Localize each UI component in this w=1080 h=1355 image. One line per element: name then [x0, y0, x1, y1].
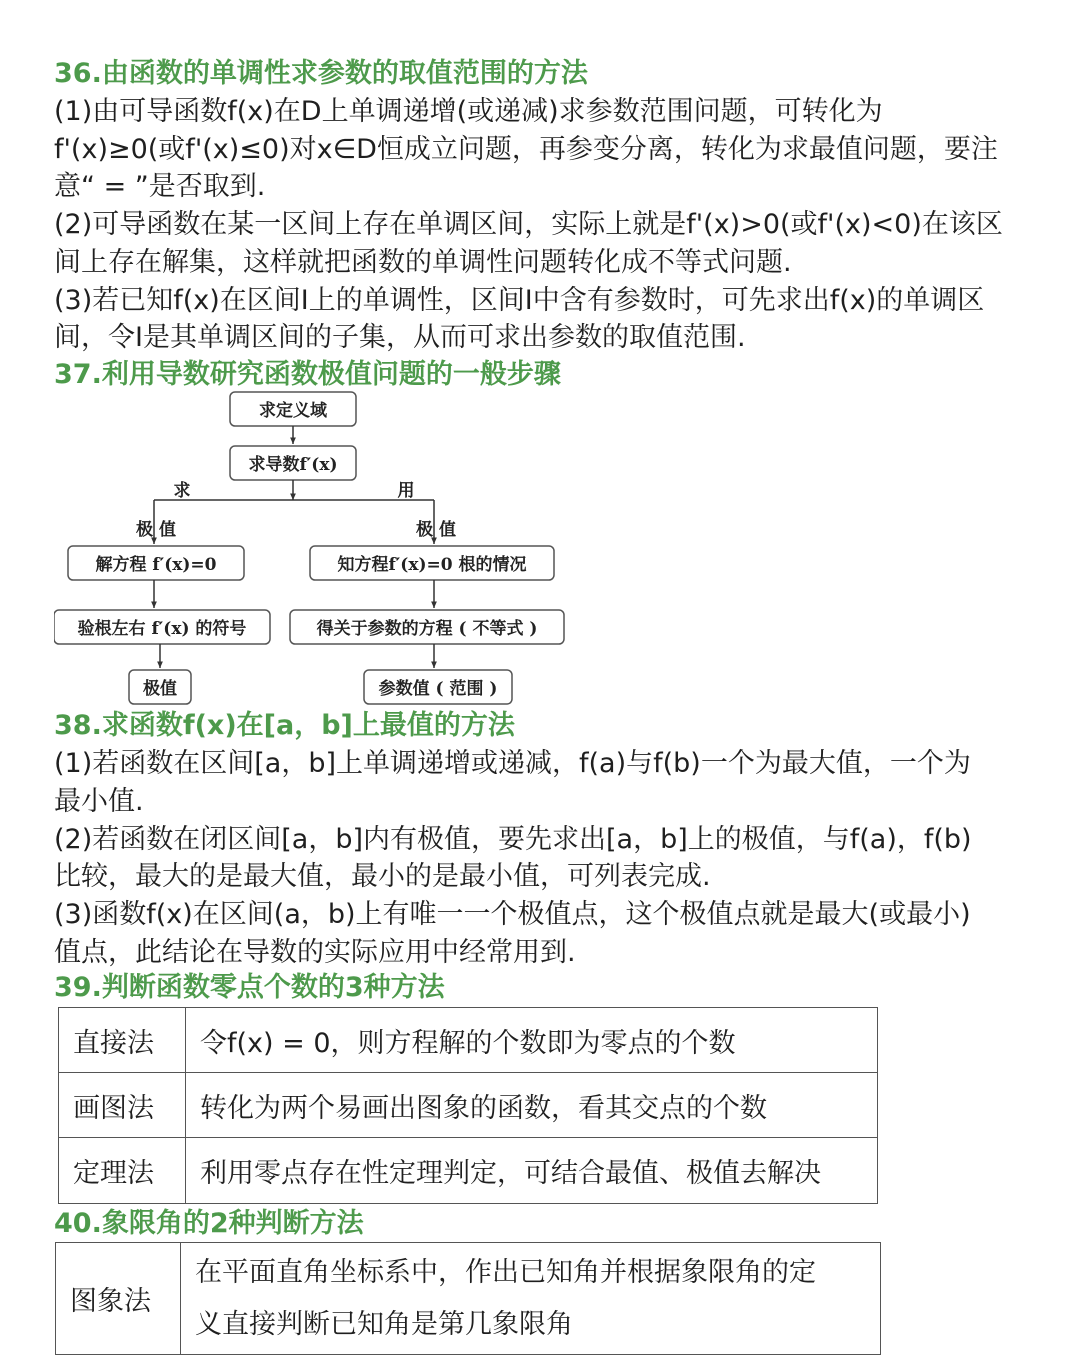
table-row: [59, 1008, 878, 1073]
section-37-title: 37.利用导数研究函数极值问题的一般步骤: [54, 359, 561, 390]
section-40-title: 40.象限角的2种判断方法: [54, 1208, 364, 1239]
desc-line: 在平面直角坐标系中，作出已知角并根据象限角的定: [195, 1256, 816, 1288]
s38-line: (2)若函数在闭区间[a，b]内有极值，要先求出[a，b]上的极值，与f(a)，f(b): [54, 824, 972, 855]
flow-label-qiu: 求: [173, 481, 191, 501]
section-36-title: 36.由函数的单调性求参数的取值范围的方法: [54, 58, 588, 89]
method-cell: 定理法: [59, 1138, 186, 1204]
s36-line: (1)由可导函数f(x)在D上单调递增(或递减)求参数范围问题，可转化为: [54, 96, 883, 127]
desc-line: 义直接判断已知角是第几象限角: [195, 1308, 573, 1340]
s36-line: 意“ = ”是否取到.: [54, 171, 266, 202]
s38-line: 比较，最大的是最大值，最小的是最小值，可列表完成.: [54, 861, 711, 892]
flow-solve: 解方程 f′(x)=0: [95, 555, 217, 575]
table-row: [59, 1073, 878, 1138]
method-cell: 图象法: [56, 1243, 181, 1355]
s38-line: 最小值.: [54, 786, 144, 817]
s36-line: f'(x)≥0(或f'(x)≤0)对x∈D恒成立问题，再参变分离，转化为求最值问题，要注: [54, 134, 998, 165]
s36-line: (2)可导函数在某一区间上存在单调区间，实际上就是f'(x)>0(或f'(x)<0)在该区: [54, 209, 1003, 240]
method-cell: 画图法: [59, 1073, 186, 1138]
table-row: [59, 1138, 878, 1204]
desc-cell: [181, 1243, 881, 1355]
desc-cell: 令f(x) = 0，则方程解的个数即为零点的个数: [186, 1008, 878, 1073]
quadrant-methods-table: [55, 1242, 881, 1355]
s38-line: (3)函数f(x)在区间(a，b)上有唯一一个极值点，这个极值点就是最大(或最小): [54, 899, 971, 930]
s38-line: 值点，此结论在导数的实际应用中经常用到.: [54, 937, 576, 968]
table-row: [56, 1243, 881, 1355]
desc-cell: 利用零点存在性定理判定，可结合最值、极值去解决: [186, 1138, 878, 1204]
method-cell: 直接法: [59, 1008, 186, 1073]
section-38-title: 38.求函数f(x)在[a，b]上最值的方法: [54, 710, 515, 741]
section-39-title: 39.判断函数零点个数的3种方法: [54, 972, 445, 1003]
flow-roots-info: 知方程f′(x)=0 根的情况: [337, 555, 527, 575]
flow-label-yong: 用: [397, 481, 415, 501]
s36-line: (3)若已知f(x)在区间I上的单调性，区间I中含有参数时，可先求出f(x)的单调区: [54, 285, 985, 316]
flow-domain: 求定义域: [259, 401, 327, 421]
flow-param-eq: 得关于参数的方程 ( 不等式 ): [316, 619, 538, 639]
s36-line: 间上存在解集，这样就把函数的单调性问题转化成不等式问题.: [54, 247, 792, 278]
s36-line: 间，令I是其单调区间的子集，从而可求出参数的取值范围.: [54, 322, 746, 353]
extremum-flowchart: [54, 390, 574, 710]
flow-label-jizhi-left: 极 值: [136, 520, 176, 540]
flow-check-sign: 验根左右 f′(x) 的符号: [77, 619, 247, 639]
zero-count-methods-table: [58, 1007, 878, 1204]
flow-label-jizhi-right: 极 值: [416, 520, 456, 540]
flow-param-value: 参数值 ( 范围 ): [378, 679, 498, 699]
flow-extreme: 极值: [143, 679, 177, 699]
flow-derivative: 求导数f′(x): [248, 455, 338, 475]
s38-line: (1)若函数在区间[a，b]上单调递增或递减，f(a)与f(b)一个为最大值，一个为: [54, 748, 971, 779]
desc-cell: 转化为两个易画出图象的函数，看其交点的个数: [186, 1073, 878, 1138]
